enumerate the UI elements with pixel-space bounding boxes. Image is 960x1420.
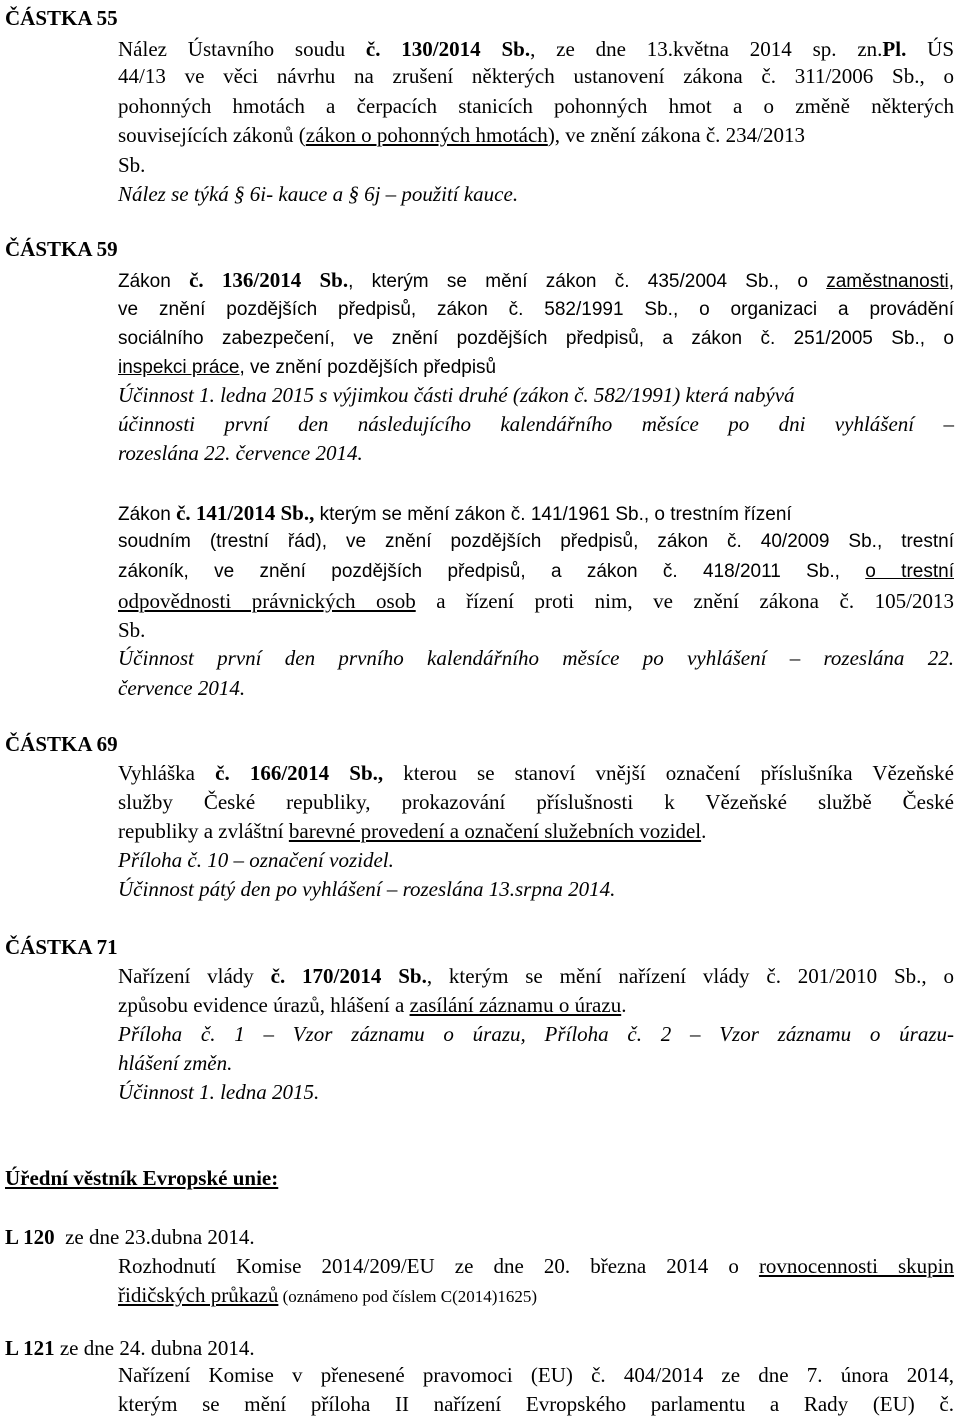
c59-b-line-2: soudním (trestní řád), ve znění pozdějších předpisů, zákon č. 40/2009 Sb., trestní bbox=[118, 531, 954, 552]
c55-line-5: Sb. bbox=[118, 153, 146, 177]
c59-a-line-5: Účinnost 1. ledna 2015 s výjimkou části druhé (zákon č. 582/1991) která nabývá bbox=[118, 383, 795, 407]
c59-b-line-5: Sb. bbox=[118, 618, 146, 642]
c55-note: Nález se týká § 6i- kauce a § 6j – použití kauce. bbox=[118, 182, 519, 206]
l121-line-a: Nařízení Komise v přenesené pravomoci (EU) č. 404/2014 ze dne 7. února 2014, bbox=[118, 1363, 954, 1387]
c71-line-2: způsobu evidence úrazů, hlášení a zasílání záznamu o úrazu. bbox=[118, 993, 627, 1017]
section-heading-69: ČÁSTKA 69 bbox=[5, 732, 118, 756]
c55-line-4: souvisejících zákonů (zákon o pohonných hmotách), ve znění zákona č. 234/2013 bbox=[118, 123, 805, 147]
c69-line-3: republiky a zvláštní barevné provedení a označení služebních vozidel. bbox=[118, 819, 707, 843]
c59-a-line-4: inspekci práce, ve znění pozdějších předpisů bbox=[118, 357, 497, 378]
c71-line-3: Příloha č. 1 – Vzor záznamu o úrazu, Příloha č. 2 – Vzor záznamu o úrazu- bbox=[118, 1022, 954, 1046]
link-barevne-provedeni[interactable]: barevné provedení a označení služebních vozidel bbox=[288, 819, 702, 843]
section-heading-71: ČÁSTKA 71 bbox=[5, 935, 118, 959]
link-o-trestni[interactable]: o trestní bbox=[865, 561, 954, 582]
c59-a-line-6: účinnosti první den následujícího kalendářního měsíce po dni vyhlášení – bbox=[118, 412, 954, 436]
link-zamestnanosti[interactable]: zaměstnanosti, bbox=[826, 271, 954, 292]
link-zasilani-zaznamu[interactable]: zasílání záznamu o úrazu bbox=[409, 993, 622, 1017]
c69-line-1: Vyhláška č. 166/2014 Sb., kterou se stanoví vnější označení příslušníka Vězeňské bbox=[118, 761, 954, 785]
section-heading-55: ČÁSTKA 55 bbox=[5, 6, 118, 30]
l121-line: L 121 ze dne 24. dubna 2014. bbox=[5, 1336, 255, 1360]
c69-line-2: služby České republiky, prokazování příslušnosti k Vězeňské službě České bbox=[118, 790, 954, 814]
c55-line-2: 44/13 ve věci návrhu na zrušení některých ustanovení zákona č. 311/2006 Sb., o bbox=[118, 64, 954, 88]
l120-line-a: Rozhodnutí Komise 2014/209/EU ze dne 20. března 2014 o rovnocennosti skupin bbox=[118, 1254, 955, 1278]
c55-line-3: pohonných hmotách a čerpacích stanicích pohonných hmot a o změně některých bbox=[118, 94, 954, 118]
l121-line-b: kterým se mění příloha II nařízení Evropského parlamentu a Rady (EU) č. bbox=[118, 1392, 954, 1416]
c59-a-line-2: ve znění pozdějších předpisů, zákon č. 582/1991 Sb., o organizaci a provádění bbox=[118, 299, 954, 320]
link-zakon-pohonne-hmoty[interactable]: zákon o pohonných hmotách bbox=[305, 123, 548, 147]
link-rovnocennosti-skupin[interactable]: rovnocennosti skupin bbox=[758, 1254, 955, 1278]
c71-line-5: Účinnost 1. ledna 2015. bbox=[118, 1080, 320, 1104]
c59-b-line-7: července 2014. bbox=[118, 676, 246, 700]
c59-b-line-3: zákoník, ve znění pozdějších předpisů, a zákon č. 418/2011 Sb., o trestní bbox=[118, 561, 954, 582]
eu-journal-heading: Úřední věstník Evropské unie: bbox=[5, 1166, 279, 1190]
l120-line-b: řidičských průkazů (oznámeno pod číslem C(2014)1625) bbox=[118, 1283, 538, 1307]
link-ridicskych-prukazu[interactable]: řidičských průkazů bbox=[118, 1283, 279, 1307]
c69-line-5: Účinnost pátý den po vyhlášení – rozeslána 13.srpna 2014. bbox=[118, 877, 616, 901]
c59-a-line-3: sociálního zabezpečení, ve znění pozdějších předpisů, a zákon č. 251/2005 Sb., o bbox=[118, 328, 954, 349]
c71-line-4: hlášení změn. bbox=[118, 1051, 233, 1075]
c59-a-line-1: Zákon č. 136/2014 Sb., kterým se mění zákon č. 435/2004 Sb., o zaměstnanosti, bbox=[118, 268, 954, 292]
c71-line-1: Nařízení vlády č. 170/2014 Sb., kterým se mění nařízení vlády č. 201/2010 Sb., o bbox=[118, 964, 954, 988]
c55-line-1: Nález Ústavního soudu č. 130/2014 Sb., ze dne 13.května 2014 sp. zn.Pl. ÚS bbox=[118, 37, 955, 61]
link-odpovednosti-pravnickych-osob[interactable]: odpovědnosti právnických osob bbox=[118, 589, 416, 613]
c59-b-line-1: Zákon č. 141/2014 Sb., kterým se mění zákon č. 141/1961 Sb., o trestním řízení bbox=[118, 501, 792, 525]
section-heading-59: ČÁSTKA 59 bbox=[5, 237, 118, 261]
c59-b-line-4: odpovědnosti právnických osob a řízení proti nim, ve znění zákona č. 105/2013 bbox=[118, 589, 954, 613]
c59-b-line-6: Účinnost první den prvního kalendářního měsíce po vyhlášení – rozeslána 22. bbox=[118, 646, 954, 670]
link-inspekci-prace[interactable]: inspekci práce bbox=[118, 357, 240, 378]
c59-a-line-7: rozeslána 22. července 2014. bbox=[118, 441, 363, 465]
c69-line-4: Příloha č. 10 – označení vozidel. bbox=[118, 848, 394, 872]
l120-line: L 120 ze dne 23.dubna 2014. bbox=[5, 1225, 255, 1249]
